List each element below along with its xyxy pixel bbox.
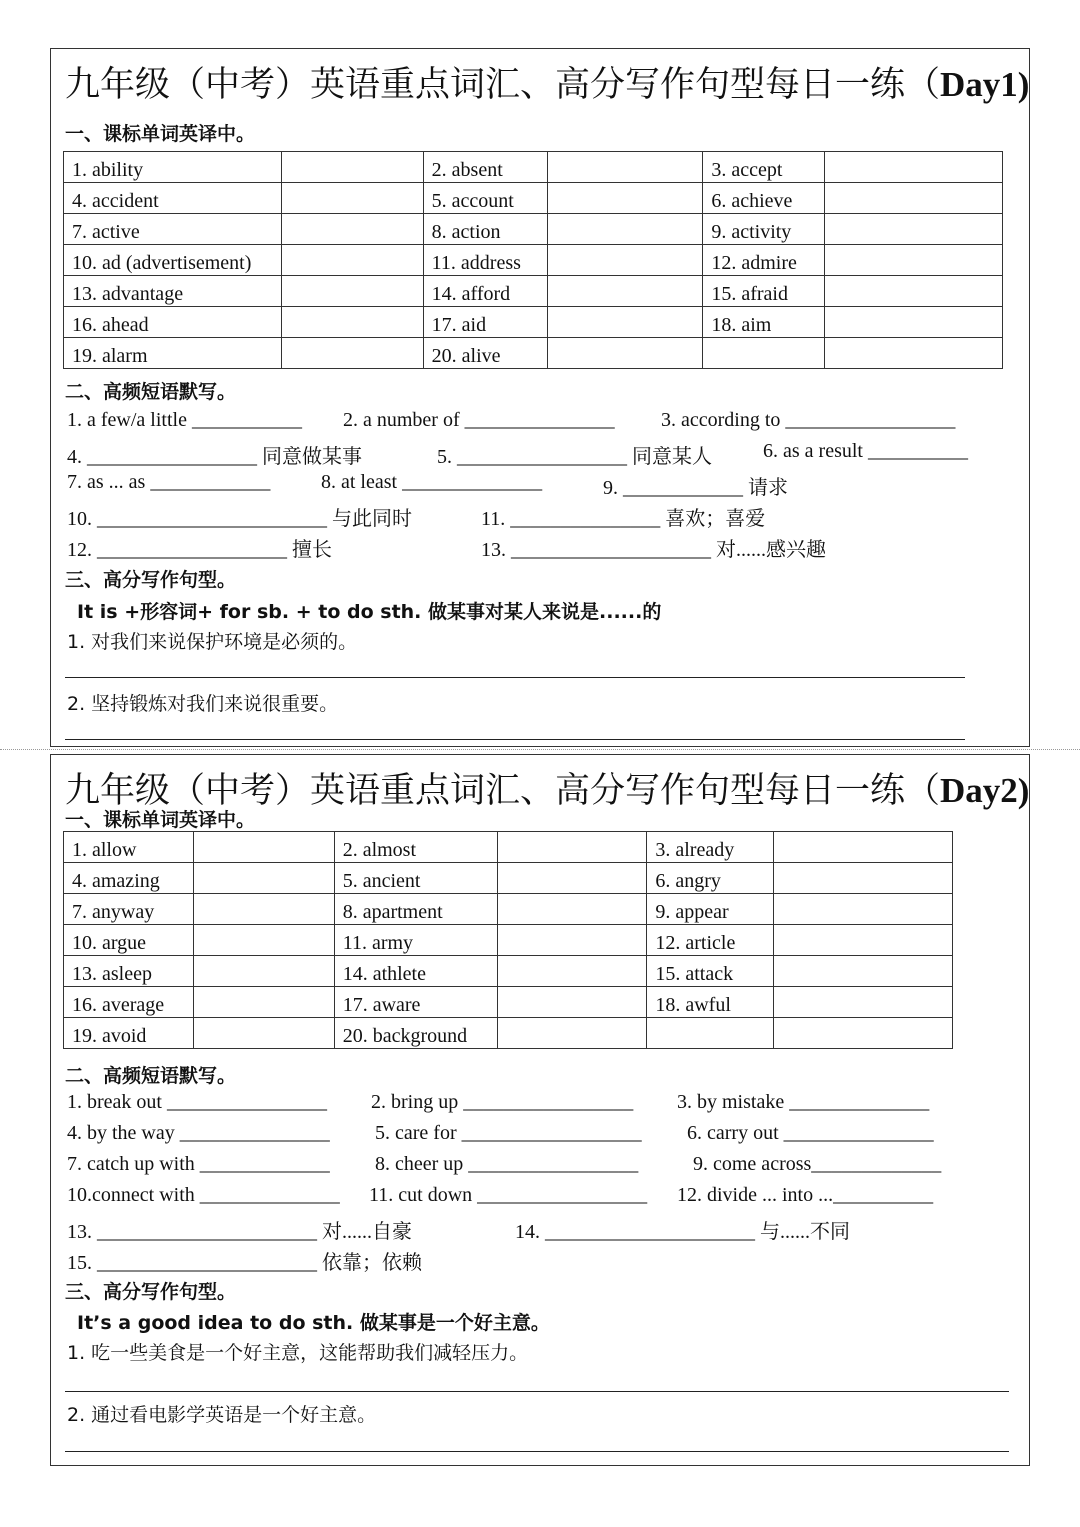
phrase-item[interactable]: 11. cut down _________________ xyxy=(369,1184,648,1206)
vocab-word: 6. achieve xyxy=(703,183,825,214)
phrase-item[interactable]: 14. _____________________ 与......不同 xyxy=(515,1221,850,1243)
phrase-item[interactable]: 10. _______________________ 与此同时 xyxy=(67,508,412,530)
vocab-word: 15. attack xyxy=(647,956,774,987)
vocab-word: 17. aid xyxy=(423,307,547,338)
vocab-answer-cell[interactable] xyxy=(825,214,1003,245)
vocab-word: 1. ability xyxy=(64,152,282,183)
vocab-answer-cell[interactable] xyxy=(825,307,1003,338)
vocab-word: 16. ahead xyxy=(64,307,282,338)
phrase-item[interactable]: 7. catch up with _____________ xyxy=(67,1153,330,1175)
vocab-word: 18. awful xyxy=(647,987,774,1018)
vocab-word: 10. ad (advertisement) xyxy=(64,245,282,276)
vocab-word: 14. afford xyxy=(423,276,547,307)
vocab-answer-cell[interactable] xyxy=(497,925,647,956)
phrase-item[interactable]: 3. by mistake ______________ xyxy=(677,1091,930,1113)
vocab-answer-cell[interactable] xyxy=(547,214,703,245)
vocab-word: 3. already xyxy=(647,832,774,863)
vocab-answer-cell[interactable] xyxy=(281,338,423,369)
vocab-answer-cell[interactable] xyxy=(193,832,334,863)
vocab-answer-cell[interactable] xyxy=(825,183,1003,214)
title-day: Day2) xyxy=(940,771,1030,810)
vocab-word: 13. advantage xyxy=(64,276,282,307)
section-heading-vocab: 一、课标单词英译中。 xyxy=(65,809,256,831)
section-heading-writing: 三、高分写作句型。 xyxy=(65,569,237,591)
vocab-answer-cell[interactable] xyxy=(825,245,1003,276)
phrase-item[interactable]: 2. bring up _________________ xyxy=(371,1091,634,1113)
vocab-row xyxy=(64,863,953,894)
vocab-word: 9. appear xyxy=(647,894,774,925)
vocab-word: 7. anyway xyxy=(64,894,194,925)
vocab-answer-cell[interactable] xyxy=(193,925,334,956)
vocab-answer-cell[interactable] xyxy=(547,152,703,183)
vocab-answer-cell[interactable] xyxy=(281,307,423,338)
vocab-row xyxy=(64,152,1003,183)
vocab-row xyxy=(64,1018,953,1049)
vocab-word: 5. account xyxy=(423,183,547,214)
writing-question-1: 1. 对我们来说保护环境是必须的。 xyxy=(67,631,358,653)
vocab-answer-cell[interactable] xyxy=(281,245,423,276)
vocab-row xyxy=(64,276,1003,307)
phrase-item[interactable]: 3. according to _________________ xyxy=(661,409,956,431)
answer-line-1[interactable] xyxy=(65,1391,1009,1392)
vocab-table xyxy=(63,151,1003,369)
vocab-answer-cell[interactable] xyxy=(281,214,423,245)
writing-question-2: 2. 坚持锻炼对我们来说很重要。 xyxy=(67,693,339,715)
vocab-word: 8. apartment xyxy=(334,894,497,925)
title-text: 九年级（中考）英语重点词汇、高分写作句型每日一练（ xyxy=(65,65,941,104)
vocab-word: 19. avoid xyxy=(64,1018,194,1049)
sentence-pattern: It is +形容词+ for sb. + to do sth. 做某事对某人来说是......的 xyxy=(77,601,662,623)
vocab-word: 16. average xyxy=(64,987,194,1018)
vocab-word: 12. admire xyxy=(703,245,825,276)
phrase-item[interactable]: 9. ____________ 请求 xyxy=(603,477,788,499)
vocab-answer-cell[interactable] xyxy=(774,925,953,956)
vocab-answer-cell[interactable] xyxy=(547,276,703,307)
vocab-answer-cell[interactable] xyxy=(825,152,1003,183)
vocab-row xyxy=(64,987,953,1018)
section-heading-vocab: 一、课标单词英译中。 xyxy=(65,123,256,145)
answer-line-2[interactable] xyxy=(65,1451,1009,1452)
phrase-item[interactable]: 1. a few/a little ___________ xyxy=(67,409,302,431)
vocab-row xyxy=(64,832,953,863)
vocab-answer-cell[interactable] xyxy=(774,894,953,925)
vocab-word: 11. army xyxy=(334,925,497,956)
vocab-word: 6. angry xyxy=(647,863,774,894)
vocab-table xyxy=(63,831,953,1049)
section-heading-writing: 三、高分写作句型。 xyxy=(65,1281,237,1303)
phrase-item[interactable]: 15. ______________________ 依靠；依赖 xyxy=(67,1252,422,1274)
vocab-word xyxy=(703,338,825,369)
vocab-answer-cell[interactable] xyxy=(774,987,953,1018)
vocab-answer-cell[interactable] xyxy=(825,338,1003,369)
phrase-item[interactable]: 13. ____________________ 对......感兴趣 xyxy=(481,539,826,561)
vocab-answer-cell[interactable] xyxy=(497,1018,647,1049)
vocab-answer-cell[interactable] xyxy=(193,1018,334,1049)
cut-line xyxy=(0,749,1080,750)
vocab-word: 11. address xyxy=(423,245,547,276)
phrase-item[interactable]: 10.connect with ______________ xyxy=(67,1184,340,1206)
vocab-answer-cell[interactable] xyxy=(281,276,423,307)
vocab-word: 1. allow xyxy=(64,832,194,863)
vocab-answer-cell[interactable] xyxy=(193,894,334,925)
vocab-word: 14. athlete xyxy=(334,956,497,987)
section-heading-phrases: 二、高频短语默写。 xyxy=(65,1065,237,1087)
vocab-row xyxy=(64,245,1003,276)
vocab-answer-cell[interactable] xyxy=(547,245,703,276)
vocab-word: 9. activity xyxy=(703,214,825,245)
vocab-word: 19. alarm xyxy=(64,338,282,369)
title-day: Day1) xyxy=(940,65,1030,104)
phrase-item[interactable]: 12. divide ... into ...__________ xyxy=(677,1184,934,1206)
vocab-word: 20. alive xyxy=(423,338,547,369)
phrase-item[interactable]: 12. ___________________ 擅长 xyxy=(67,539,332,561)
vocab-answer-cell[interactable] xyxy=(774,956,953,987)
vocab-word: 5. ancient xyxy=(334,863,497,894)
writing-question-1: 1. 吃一些美食是一个好主意，这能帮助我们减轻压力。 xyxy=(67,1342,529,1364)
phrase-item[interactable]: 13. ______________________ 对......自豪 xyxy=(67,1221,412,1243)
vocab-answer-cell[interactable] xyxy=(497,832,647,863)
phrase-item[interactable]: 6. carry out _______________ xyxy=(687,1122,934,1144)
vocab-answer-cell[interactable] xyxy=(547,338,703,369)
vocab-word: 2. almost xyxy=(334,832,497,863)
vocab-word: 3. accept xyxy=(703,152,825,183)
worksheet-day1 xyxy=(50,48,1030,747)
vocab-answer-cell[interactable] xyxy=(547,183,703,214)
phrase-item[interactable]: 1. break out ________________ xyxy=(67,1091,327,1113)
vocab-row xyxy=(64,894,953,925)
vocab-row xyxy=(64,183,1003,214)
vocab-answer-cell[interactable] xyxy=(281,152,423,183)
page-title xyxy=(65,57,1029,107)
vocab-row xyxy=(64,338,1003,369)
vocab-word: 18. aim xyxy=(703,307,825,338)
vocab-answer-cell[interactable] xyxy=(193,863,334,894)
phrase-item[interactable]: 9. come across_____________ xyxy=(693,1153,942,1175)
vocab-row xyxy=(64,956,953,987)
vocab-answer-cell[interactable] xyxy=(825,276,1003,307)
vocab-word: 2. absent xyxy=(423,152,547,183)
vocab-word: 4. amazing xyxy=(64,863,194,894)
vocab-row xyxy=(64,214,1003,245)
vocab-word: 12. article xyxy=(647,925,774,956)
phrase-item[interactable]: 8. cheer up _________________ xyxy=(375,1153,639,1175)
vocab-answer-cell[interactable] xyxy=(497,987,647,1018)
worksheet-day2 xyxy=(50,754,1030,1466)
phrase-item[interactable]: 6. as a result __________ xyxy=(763,440,968,462)
section-heading-phrases: 二、高频短语默写。 xyxy=(65,381,237,403)
writing-question-2: 2. 通过看电影学英语是一个好主意。 xyxy=(67,1404,377,1426)
phrase-item[interactable]: 4. _________________ 同意做某事 xyxy=(67,446,362,468)
vocab-answer-cell[interactable] xyxy=(193,956,334,987)
vocab-answer-cell[interactable] xyxy=(774,832,953,863)
answer-line-2[interactable] xyxy=(65,739,965,740)
sentence-pattern: It’s a good idea to do sth. 做某事是一个好主意。 xyxy=(77,1312,550,1334)
vocab-word: 15. afraid xyxy=(703,276,825,307)
vocab-word: 13. asleep xyxy=(64,956,194,987)
vocab-row xyxy=(64,307,1003,338)
vocab-word: 4. accident xyxy=(64,183,282,214)
vocab-answer-cell[interactable] xyxy=(774,863,953,894)
vocab-word: 8. action xyxy=(423,214,547,245)
vocab-answer-cell[interactable] xyxy=(497,894,647,925)
phrase-item[interactable]: 7. as ... as ____________ xyxy=(67,471,271,493)
vocab-word xyxy=(647,1018,774,1049)
vocab-answer-cell[interactable] xyxy=(497,863,647,894)
phrase-item[interactable]: 8. at least ______________ xyxy=(321,471,543,493)
vocab-answer-cell[interactable] xyxy=(547,307,703,338)
title-text: 九年级（中考）英语重点词汇、高分写作句型每日一练（ xyxy=(65,771,941,810)
vocab-row xyxy=(64,925,953,956)
vocab-word: 10. argue xyxy=(64,925,194,956)
phrase-item[interactable]: 11. _______________ 喜欢；喜爱 xyxy=(481,508,766,530)
vocab-answer-cell[interactable] xyxy=(193,987,334,1018)
answer-line-1[interactable] xyxy=(65,677,965,678)
phrase-item[interactable]: 2. a number of _______________ xyxy=(343,409,615,431)
phrase-item[interactable]: 4. by the way _______________ xyxy=(67,1122,330,1144)
phrase-item[interactable]: 5. _________________ 同意某人 xyxy=(437,446,712,468)
vocab-answer-cell[interactable] xyxy=(774,1018,953,1049)
phrase-item[interactable]: 5. care for __________________ xyxy=(375,1122,642,1144)
vocab-answer-cell[interactable] xyxy=(497,956,647,987)
vocab-word: 7. active xyxy=(64,214,282,245)
vocab-word: 20. background xyxy=(334,1018,497,1049)
vocab-word: 17. aware xyxy=(334,987,497,1018)
vocab-answer-cell[interactable] xyxy=(281,183,423,214)
